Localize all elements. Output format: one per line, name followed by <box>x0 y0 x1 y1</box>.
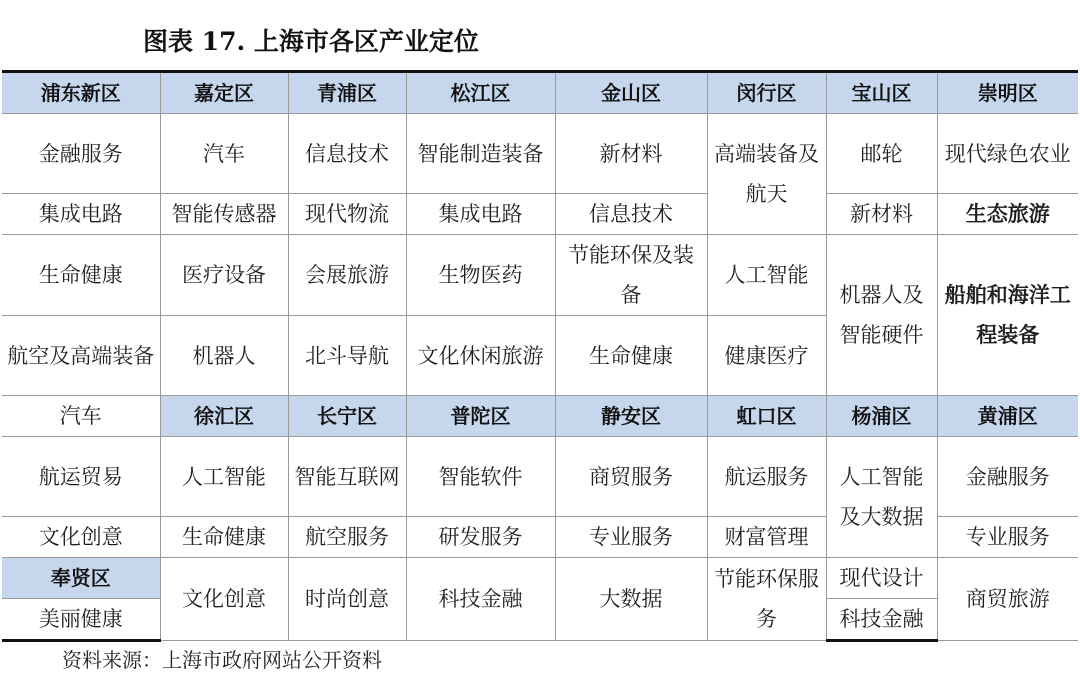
district-header-changning: 长宁区 <box>288 396 406 437</box>
district-header-huangpu: 黄浦区 <box>937 396 1078 437</box>
baoshan-industry: 机器人及智能硬件 <box>826 235 937 396</box>
district-header-yangpu: 杨浦区 <box>826 396 937 437</box>
district-header-putuo: 普陀区 <box>406 396 555 437</box>
minhang-industry: 高端装备及航天 <box>707 114 826 235</box>
district-header-jingan: 静安区 <box>555 396 707 437</box>
yangpu-industry: 现代设计 <box>826 558 937 599</box>
yangpu-industry: 科技金融 <box>826 599 937 641</box>
district-header-songjiang: 松江区 <box>406 72 555 114</box>
jiading-industry: 汽车 <box>160 114 288 194</box>
jingan-industry: 大数据 <box>555 558 707 641</box>
baoshan-industry: 新材料 <box>826 194 937 235</box>
header-row-bottom <box>2 396 1078 437</box>
source-note: 资料来源：上海市政府网站公开资料 <box>62 648 382 672</box>
district-header-xuhui: 徐汇区 <box>160 396 288 437</box>
jinshan-industry: 生命健康 <box>555 316 707 396</box>
xuhui-industry: 生命健康 <box>160 517 288 558</box>
jiading-industry: 医疗设备 <box>160 235 288 316</box>
jinshan-industry: 信息技术 <box>555 194 707 235</box>
minhang-industry: 人工智能 <box>707 235 826 316</box>
songjiang-industry: 智能制造装备 <box>406 114 555 194</box>
district-header-hongkou: 虹口区 <box>707 396 826 437</box>
district-header-baoshan: 宝山区 <box>826 72 937 114</box>
jiading-industry: 机器人 <box>160 316 288 396</box>
header-row-top <box>2 72 1078 114</box>
qingpu-industry: 信息技术 <box>288 114 406 194</box>
fengxian-industry: 美丽健康 <box>2 599 160 641</box>
pudong-industry: 汽车 <box>2 396 160 437</box>
district-header-fengxian: 奉贤区 <box>2 558 160 599</box>
minhang-industry: 健康医疗 <box>707 316 826 396</box>
jinshan-industry: 新材料 <box>555 114 707 194</box>
putuo-industry: 智能软件 <box>406 437 555 517</box>
hongkou-industry: 航运服务 <box>707 437 826 517</box>
pudong-industry: 航运贸易 <box>2 437 160 517</box>
hongkou-industry: 节能环保服务 <box>707 558 826 641</box>
baoshan-industry: 邮轮 <box>826 114 937 194</box>
huangpu-industry: 商贸旅游 <box>937 558 1078 641</box>
xuhui-industry: 文化创意 <box>160 558 288 641</box>
table-row <box>2 437 1078 517</box>
yangpu-industry: 人工智能及大数据 <box>826 437 937 558</box>
district-header-chongming: 崇明区 <box>937 72 1078 114</box>
jiading-industry: 智能传感器 <box>160 194 288 235</box>
huangpu-industry: 金融服务 <box>937 437 1078 517</box>
figure-title: 图表 17. 上海市各区产业定位 <box>143 27 479 56</box>
qingpu-industry: 现代物流 <box>288 194 406 235</box>
pudong-industry: 航空及高端装备 <box>2 316 160 396</box>
industry-positioning-table <box>2 70 1078 642</box>
district-header-pudong: 浦东新区 <box>2 72 160 114</box>
songjiang-industry: 集成电路 <box>406 194 555 235</box>
district-header-jinshan: 金山区 <box>555 72 707 114</box>
hongkou-industry: 财富管理 <box>707 517 826 558</box>
huangpu-industry: 专业服务 <box>937 517 1078 558</box>
district-header-minhang: 闵行区 <box>707 72 826 114</box>
putuo-industry: 科技金融 <box>406 558 555 641</box>
songjiang-industry: 生物医药 <box>406 235 555 316</box>
changning-industry: 时尚创意 <box>288 558 406 641</box>
district-header-qingpu: 青浦区 <box>288 72 406 114</box>
pudong-industry: 集成电路 <box>2 194 160 235</box>
table-row <box>2 114 1078 194</box>
chongming-industry: 现代绿色农业 <box>937 114 1078 194</box>
changning-industry: 航空服务 <box>288 517 406 558</box>
jinshan-industry: 节能环保及装备 <box>555 235 707 316</box>
chongming-industry: 船舶和海洋工程装备 <box>937 235 1078 396</box>
pudong-industry: 金融服务 <box>2 114 160 194</box>
qingpu-industry: 会展旅游 <box>288 235 406 316</box>
table-row <box>2 235 1078 316</box>
qingpu-industry: 北斗导航 <box>288 316 406 396</box>
songjiang-industry: 文化休闲旅游 <box>406 316 555 396</box>
putuo-industry: 研发服务 <box>406 517 555 558</box>
jingan-industry: 专业服务 <box>555 517 707 558</box>
pudong-industry: 文化创意 <box>2 517 160 558</box>
changning-industry: 智能互联网 <box>288 437 406 517</box>
district-header-jiading: 嘉定区 <box>160 72 288 114</box>
table-row <box>2 194 1078 235</box>
jingan-industry: 商贸服务 <box>555 437 707 517</box>
xuhui-industry: 人工智能 <box>160 437 288 517</box>
pudong-industry: 生命健康 <box>2 235 160 316</box>
table-row <box>2 558 1078 599</box>
chongming-industry: 生态旅游 <box>937 194 1078 235</box>
